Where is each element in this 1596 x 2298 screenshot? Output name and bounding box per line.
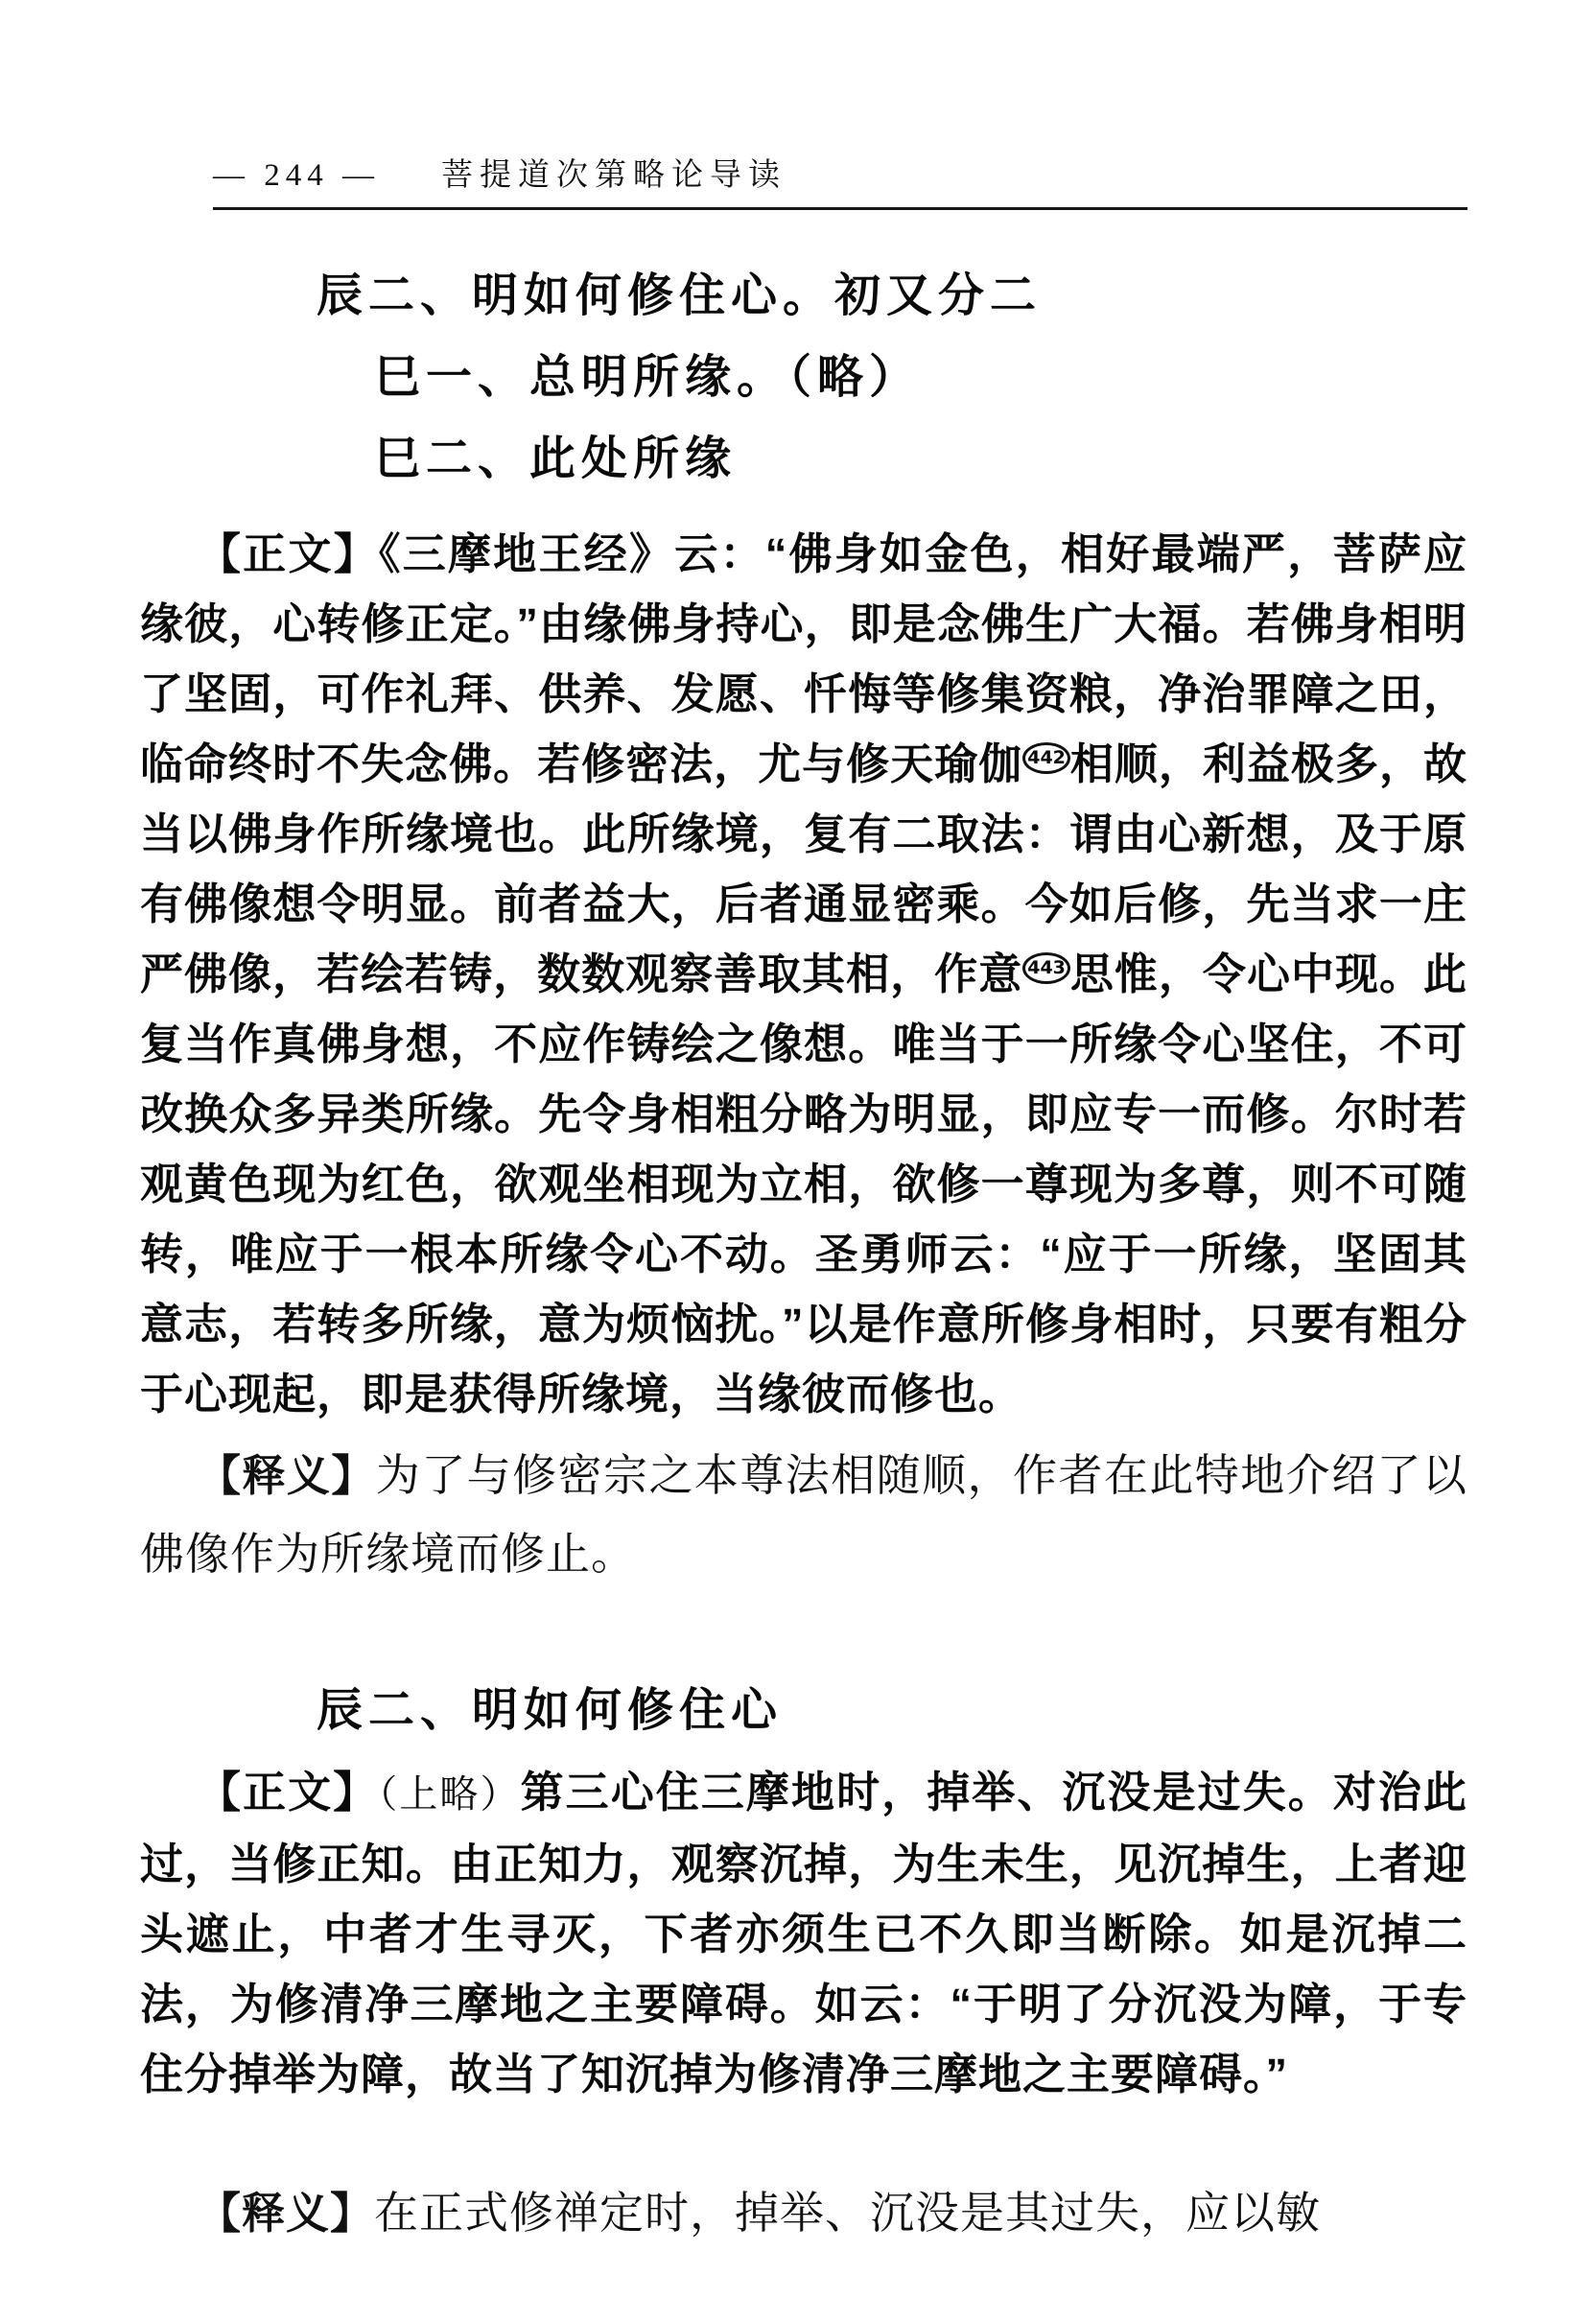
- running-title: 菩提道次第略论导读: [441, 158, 786, 193]
- zhengwen-paragraph-2: [140, 1757, 1467, 2109]
- outline-heading-si-er: 巳二、此处所缘: [374, 434, 738, 484]
- shiyi-label-1: 【释义】: [198, 1451, 376, 1500]
- shiyi-paragraph-1: [140, 1437, 1467, 1594]
- omission-note: （上略）: [378, 1772, 521, 1816]
- zhengwen-1-seg2: 相顺，利益极多，故当以佛身作所缘境也。此所缘境，复有二取法：谓由心新想，及于原有佛像想令明显。前者益大，后者通显密乘。今如后修，先当求一庄严佛像，若绘若铸，数数观察善取其相，作意: [140, 739, 1467, 998]
- footnote-marker-442: 442: [1022, 742, 1070, 774]
- zhengwen-2-text: 第三心住三摩地时，掉举、沉没是过失。对治此过，当修正知。由正知力，观察沉掉，为生未生，见沉掉生，上者迎头遮止，中者才生寻灭，下者亦须生已不久即当断除。如是沉掉二法，为修清净三摩地之主要障碍。如云：“于明了分沉没为障，于专住分掉举为障，故当了知沉掉为修清净三摩地之主要障碍。”: [140, 1768, 1467, 2099]
- footnote-marker-443: 443: [1022, 952, 1070, 984]
- shiyi-paragraph-2: [140, 2174, 1467, 2253]
- outline-heading-si-yi: 巳一、总明所缘。（略）: [374, 352, 922, 403]
- page-number: — 244 —: [213, 158, 380, 193]
- zhengwen-label-2: 【正文】: [198, 1768, 379, 1817]
- zhengwen-1-seg1: 《三摩地王经》云：“佛身如金色，相好最端严，菩萨应缘彼，心转修正定。”由缘佛身持心，即是念佛生广大福。若佛身相明了坚固，可作礼拜、供养、发愿、忏悔等修集资粮，净治罪障之田，临命终时不失念佛。若修密法，尤与修天瑜伽: [140, 529, 1467, 788]
- shiyi-2-text: 在正式修禅定时，掉举、沉没是其过失，应以敏: [374, 2189, 1322, 2238]
- shiyi-1-text: 为了与修密宗之本尊法相随顺，作者在此特地介绍了以佛像作为所缘境而修止。: [140, 1451, 1467, 1579]
- shiyi-label-2: 【释义】: [198, 2189, 375, 2238]
- section2-heading: 辰二、明如何修住心: [317, 1685, 784, 1736]
- zhengwen-label-1: 【正文】: [198, 529, 379, 578]
- zhengwen-paragraph-1: [140, 519, 1467, 1429]
- outline-heading-chen-er: 辰二、明如何修住心。初又分二: [317, 270, 1043, 321]
- zhengwen-1-seg3: 思惟，令心中现。此复当作真佛身想，不应作铸绘之像想。唯当于一所缘令心坚住，不可改换众多异类所缘。先令身相粗分略为明显，即应专一而修。尔时若观黄色现为红色，欲观坐相现为立相，欲修一尊现为多尊，则不可随转，唯应于一根本所缘令心不动。圣勇师云：“应于一所缘，坚固其意志，若转多所缘，意为烦恼扰。”以是作意所修身相时，只要有粗分于心现起，即是获得所缘境，当缘彼而修也。: [140, 950, 1467, 1419]
- header-rule: [213, 207, 1467, 210]
- running-header: [140, 155, 1467, 196]
